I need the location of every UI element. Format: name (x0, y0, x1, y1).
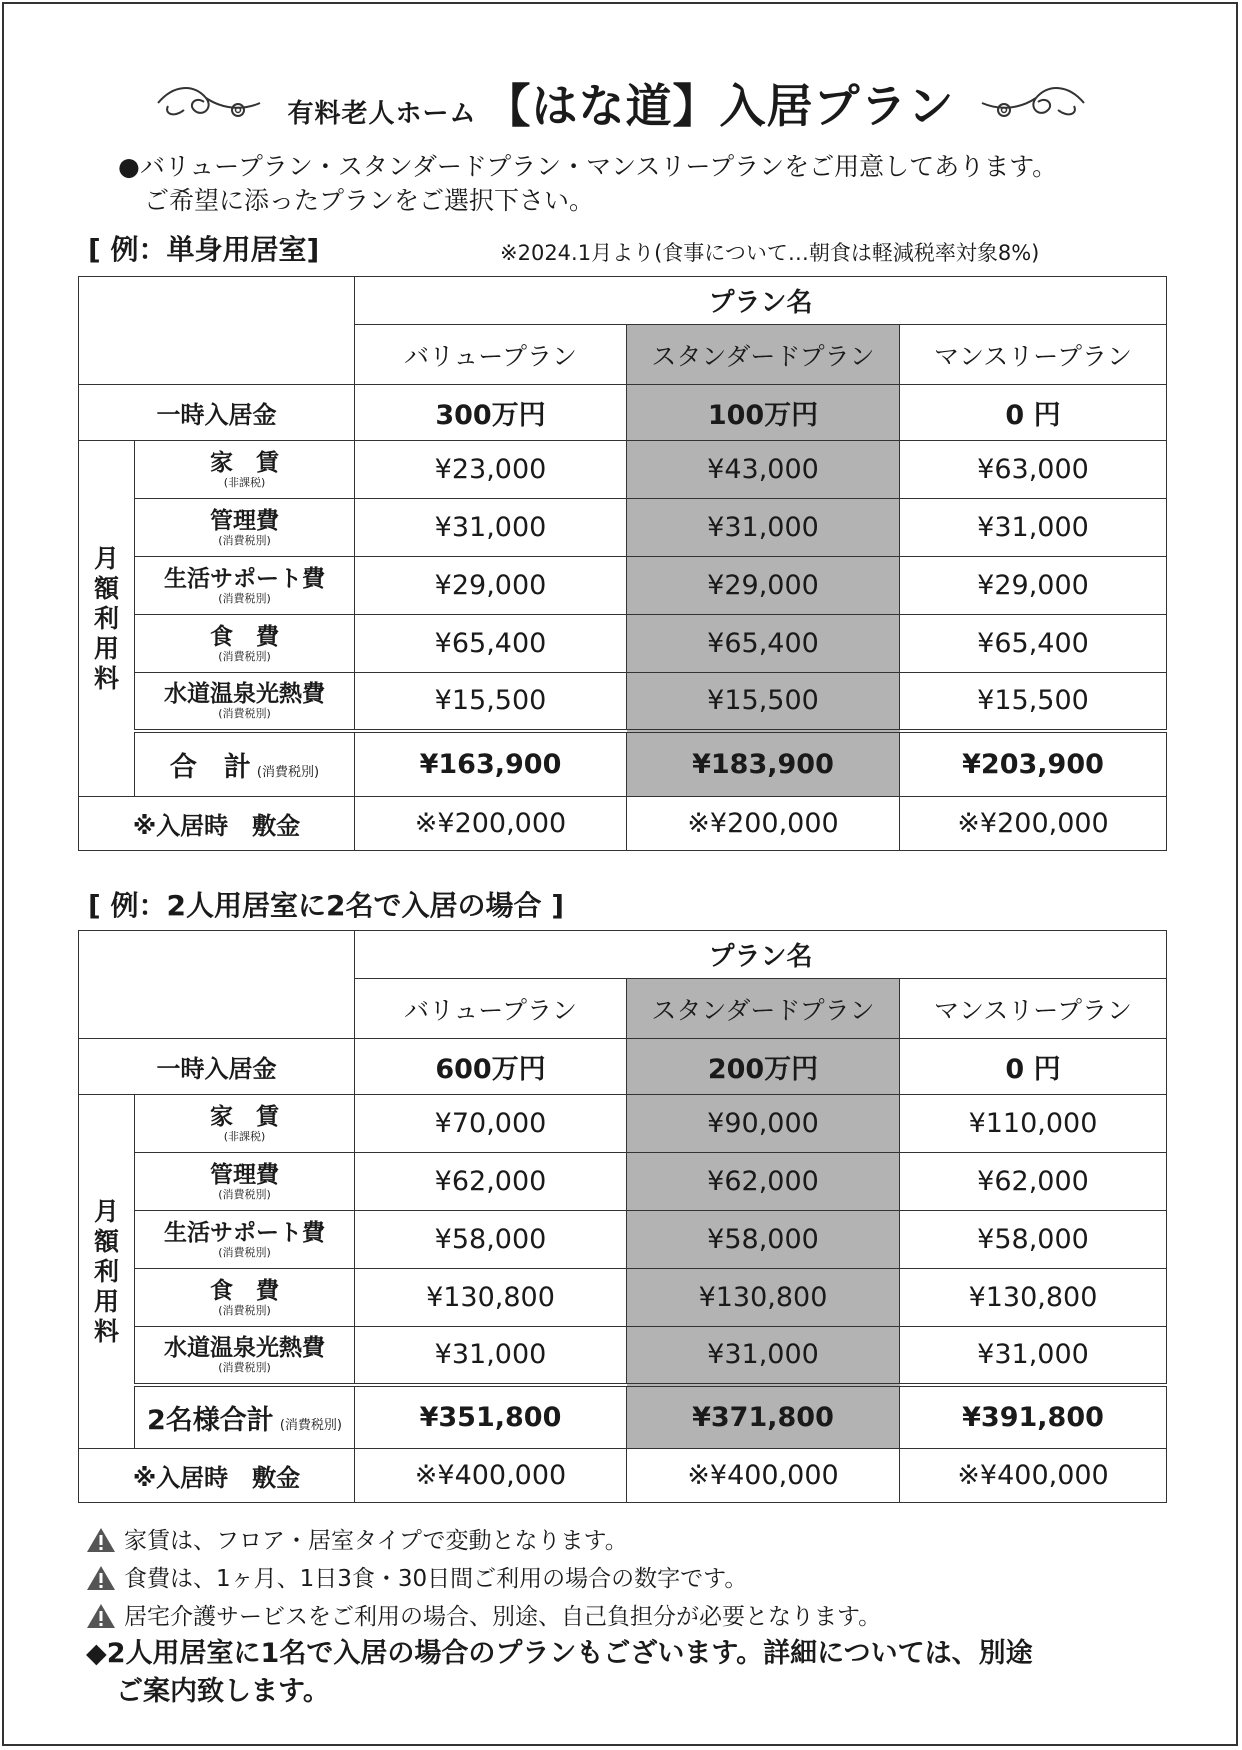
row-label: 食 費 (消費税別) (135, 615, 355, 673)
cell-value: ¥62,000 (900, 1153, 1167, 1211)
deposit-row (79, 1449, 1167, 1503)
note-item: 家賃は、フロア・居室タイプで変動となります。 (86, 1522, 881, 1560)
total-row (79, 731, 1167, 797)
deposit-value: ※¥400,000 (355, 1449, 627, 1503)
total-row (79, 1385, 1167, 1449)
row-label: 家 賃 (非課税) (135, 441, 355, 499)
cell-value: ¥130,800 (355, 1269, 627, 1327)
corner-cell (79, 277, 355, 385)
section1-note: ※2024.1月より(食事について…朝食は軽減税率対象8%) (500, 241, 1040, 265)
monthly-fee-label: 月 額 利 用 料 (79, 1095, 135, 1449)
row-label: 水道温泉光熱費 (消費税別) (135, 1327, 355, 1385)
deposit-row (79, 797, 1167, 851)
cell-value: ¥63,000 (900, 441, 1167, 499)
monthly-fee-label: 月 額 利 用 料 (79, 441, 135, 797)
plan-name-header: プラン名 (355, 931, 1167, 979)
section1-title: [ 例：単身用居室] (88, 233, 320, 266)
warning-icon (86, 1565, 116, 1591)
warning-icon (86, 1603, 116, 1629)
plan-monthly: マンスリープラン (900, 979, 1167, 1039)
section2-title: [ 例：2人用居室に2名で入居の場合 ] (88, 889, 565, 922)
row-label: 食 費 (消費税別) (135, 1269, 355, 1327)
cell-value: ¥58,000 (900, 1211, 1167, 1269)
initial-fee-monthly: 0 円 (900, 385, 1167, 441)
plan-standard: スタンダードプラン (627, 979, 900, 1039)
cell-value: ¥70,000 (355, 1095, 627, 1153)
cell-value: ¥15,500 (627, 673, 900, 731)
left-flourish-icon (154, 80, 264, 126)
row-label: 管理費 (消費税別) (135, 499, 355, 557)
deposit-monthly: ※¥200,000 (900, 797, 1167, 851)
initial-fee-value: 600万円 (355, 1039, 627, 1095)
note-item: 食費は、1ヶ月、1日3食・30日間ご利用の場合の数字です。 (86, 1560, 881, 1598)
row-label: 生活サポート費 (消費税別) (135, 1211, 355, 1269)
warning-icon (86, 1527, 116, 1553)
total-label: 合 計 (消費税別) (135, 731, 355, 797)
cell-value: ¥62,000 (627, 1153, 900, 1211)
table-row (79, 1153, 1167, 1211)
corner-cell (79, 931, 355, 1039)
table-row (79, 673, 1167, 731)
cell-value: ¥62,000 (355, 1153, 627, 1211)
final-note (86, 1635, 1033, 1711)
total-value: ¥351,800 (355, 1385, 627, 1449)
initial-fee-monthly: 0 円 (900, 1039, 1167, 1095)
total-standard: ¥371,800 (627, 1385, 900, 1449)
row-label: 家 賃 (非課税) (135, 1095, 355, 1153)
total-monthly: ¥203,900 (900, 731, 1167, 797)
table-row (79, 499, 1167, 557)
row-label: 管理費 (消費税別) (135, 1153, 355, 1211)
cell-value: ¥31,000 (900, 1327, 1167, 1385)
notes-list (86, 1522, 881, 1636)
note-item: 居宅介護サービスをご利用の場合、別途、自己負担分が必要となります。 (86, 1598, 881, 1636)
cell-value: ¥65,400 (900, 615, 1167, 673)
plan-name-header: プラン名 (355, 277, 1167, 325)
plan-value: バリュープラン (355, 979, 627, 1039)
deposit-value: ※¥200,000 (355, 797, 627, 851)
table-row (79, 1327, 1167, 1385)
final-note-line-1: ◆2人用居室に1名で入居の場合のプランもございます。詳細については、別途 (86, 1638, 1033, 1669)
initial-fee-standard: 200万円 (627, 1039, 900, 1095)
cell-value: ¥29,000 (900, 557, 1167, 615)
cell-value: ¥29,000 (355, 557, 627, 615)
title-row (0, 70, 1242, 133)
deposit-monthly: ※¥400,000 (900, 1449, 1167, 1503)
cell-value: ¥65,400 (627, 615, 900, 673)
table-row (79, 1269, 1167, 1327)
deposit-standard: ※¥400,000 (627, 1449, 900, 1503)
deposit-label: ※入居時 敷金 (79, 797, 355, 851)
cell-value: ¥15,500 (900, 673, 1167, 731)
cell-value: ¥130,800 (900, 1269, 1167, 1327)
cell-value: ¥23,000 (355, 441, 627, 499)
cell-value: ¥31,000 (627, 1327, 900, 1385)
table-row (79, 441, 1167, 499)
cell-value: ¥31,000 (627, 499, 900, 557)
table-row (79, 557, 1167, 615)
cell-value: ¥90,000 (627, 1095, 900, 1153)
total-value: ¥163,900 (355, 731, 627, 797)
plan-table-double (78, 930, 1167, 1503)
cell-value: ¥58,000 (627, 1211, 900, 1269)
initial-fee-label: 一時入居金 (79, 1039, 355, 1095)
cell-value: ¥58,000 (355, 1211, 627, 1269)
deposit-standard: ※¥200,000 (627, 797, 900, 851)
cell-value: ¥110,000 (900, 1095, 1167, 1153)
intro-text (118, 150, 1057, 218)
cell-value: ¥29,000 (627, 557, 900, 615)
cell-value: ¥65,400 (355, 615, 627, 673)
right-flourish-icon (978, 80, 1088, 126)
page-title: 有料老人ホーム 【はな道】入居プラン (287, 79, 955, 133)
intro-line-1: ●バリュープラン・スタンダードプラン・マンスリープランをご用意してあります。 (118, 152, 1058, 181)
initial-fee-label: 一時入居金 (79, 385, 355, 441)
plan-monthly: マンスリープラン (900, 325, 1167, 385)
initial-fee-value: 300万円 (355, 385, 627, 441)
table-row (79, 615, 1167, 673)
row-label: 生活サポート費 (消費税別) (135, 557, 355, 615)
intro-line-2: ご希望に添ったプランをご選択下さい。 (144, 186, 595, 215)
cell-value: ¥130,800 (627, 1269, 900, 1327)
plan-value: バリュープラン (355, 325, 627, 385)
cell-value: ¥15,500 (355, 673, 627, 731)
plan-standard: スタンダードプラン (627, 325, 900, 385)
total-standard: ¥183,900 (627, 731, 900, 797)
cell-value: ¥31,000 (900, 499, 1167, 557)
initial-fee-standard: 100万円 (627, 385, 900, 441)
table-row (79, 1095, 1167, 1153)
cell-value: ¥31,000 (355, 1327, 627, 1385)
total-label: 2名様合計 (消費税別) (135, 1385, 355, 1449)
deposit-label: ※入居時 敷金 (79, 1449, 355, 1503)
final-note-line-2: ご案内致します。 (116, 1676, 330, 1707)
row-label: 水道温泉光熱費 (消費税別) (135, 673, 355, 731)
plan-table-single (78, 276, 1167, 851)
total-monthly: ¥391,800 (900, 1385, 1167, 1449)
cell-value: ¥43,000 (627, 441, 900, 499)
table-row (79, 1211, 1167, 1269)
cell-value: ¥31,000 (355, 499, 627, 557)
